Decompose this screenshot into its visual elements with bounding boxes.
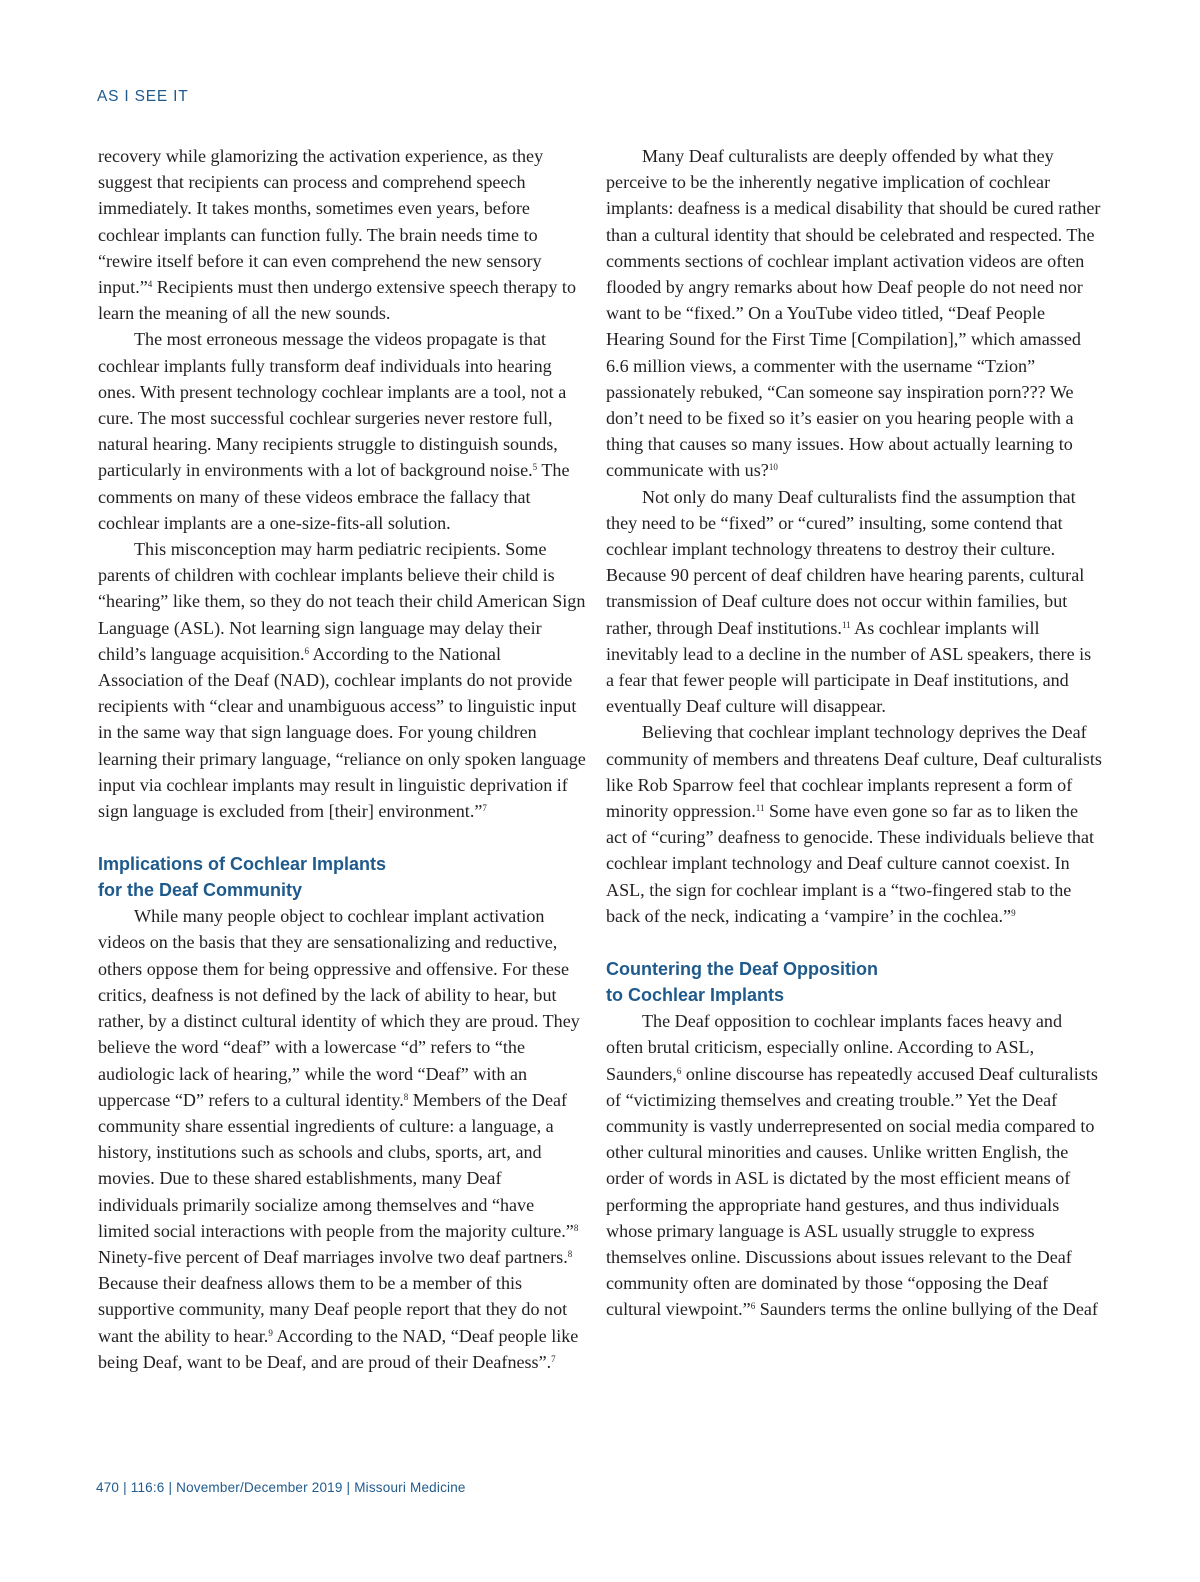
footnote-ref: 8 xyxy=(567,1248,573,1259)
paragraph: Believing that cochlear implant technology deprives the Deaf community of members and threatens Deaf culture, Deaf culturalists like Rob Sparrow feel that cochlear implants represent a form of minority oppression.$^{11}$ Some have even gone so far as to liken the act of “curing” deafness to genocide. These individuals believe that cochlear implant technology and Deaf culture cannot coexist. In ASL, the sign for cochlear implant is a “two-fingered stab to the back of the neck, indicating a ‘vampire’ in the cochlea.”$^9$ xyxy=(606,722,1102,926)
left-column xyxy=(98,143,586,1375)
paragraph: The Deaf opposition to cochlear implants faces heavy and often brutal criticism, especially online. According to ASL, Saunders,$^6$ online discourse has repeatedly accused Deaf culturalists of “victimizing themselves and creating trouble.” Yet the Deaf community is vastly underrepresented on social media compared to other cultural minorities and causes. Unlike written English, the order of words in ASL is dictated by the most efficient means of performing the appropriate hand gestures, and thus individuals whose primary language is ASL usually struggle to express themselves online. Discussions about issues relevant to the Deaf community often are dominated by those “opposing the Deaf cultural viewpoint.”$^6$ Saunders terms the online bullying of the Deaf xyxy=(606,1011,1098,1320)
paragraph: While many people object to cochlear implant activation videos on the basis that they are sensationalizing and reductive, others oppose them for being oppressive and offensive. For these critics, deafness is not defined by the lack of ability to hear, but rather, by a distinct cultural identity of which they are proud. They believe the word “deaf” with a lowercase “d” refers to “the audiologic lack of hearing,” while the word “Deaf” with an uppercase “D” refers to a cultural identity.$^8$ Members of the Deaf community share essential ingredients of culture: a language, a history, institutions such as schools and clubs, sports, art, and movies. Due to these shared establishments, many Deaf individuals primarily socialize among themselves and “have limited social interactions with people from the majority culture.”$^8$ Ninety-five percent of Deaf marriages involve two deaf partners.$^8$ Because their deafness allows them to be a member of this supportive community, many Deaf people report that they do not want the ability to hear.$^9$ According to the NAD, “Deaf people like being Deaf, want to be Deaf, and are proud of their Deafness”.$^7$ xyxy=(98,906,580,1372)
page-footer: 470 | 116:6 | November/December 2019 | Missouri Medicine xyxy=(96,1480,466,1495)
footnote-ref: 8 xyxy=(403,1091,409,1102)
footnote-ref: 5 xyxy=(532,462,538,473)
paragraph: The most erroneous message the videos propagate is that cochlear implants fully transform deaf individuals into hearing ones. With present technology cochlear implants are a tool, not a cure. The most successful cochlear surgeries never restore full, natural hearing. Many recipients struggle to distinguish sounds, particularly in environments with a lot of background noise.$^5$ The comments on many of these videos embrace the fallacy that cochlear implants are a one-size-fits-all solution. xyxy=(98,329,570,533)
paragraph: Many Deaf culturalists are deeply offended by what they perceive to be the inherently negative implication of cochlear implants: deafness is a medical disability that should be cured rather than a cultural identity that should be celebrated and respected. The comments sections of cochlear implant activation videos are often flooded by angry remarks about how Deaf people do not need nor want to be “fixed.” On a YouTube video titled, “Deaf People Hearing Sound for the First Time [Compilation],” which amassed 6.6 million views, a commenter with the username “Tzion” passionately rebuked, “Can someone say inspiration porn??? We don’t need to be fixed so it’s easier on you hearing people with a thing that causes so many issues. How about actually learning to communicate with us?$^{10}$ xyxy=(606,146,1101,481)
footnote-ref: 6 xyxy=(304,645,310,656)
paragraph: recovery while glamorizing the activation experience, as they suggest that recipients can process and comprehend speech immediately. It takes months, sometimes even years, before cochlear implants can function fully. The brain needs time to “rewire itself before it can even comprehend the new sensory input.”$^4$ Recipients must then undergo extensive speech therapy to learn the meaning of all the new sounds. xyxy=(98,146,577,324)
footnote-ref: 8 xyxy=(573,1222,579,1233)
footnote-ref: 9 xyxy=(1011,907,1016,918)
footnote-ref: 4 xyxy=(147,279,153,290)
footnote-ref: 6 xyxy=(750,1301,756,1312)
footnote-ref: 9 xyxy=(268,1327,273,1338)
footnote-ref: 6 xyxy=(676,1065,682,1076)
paragraph: Not only do many Deaf culturalists find the assumption that they need to be “fixed” or “cured” insulting, some contend that cochlear implant technology threatens to destroy their culture. Because 90 percent of deaf children have hearing parents, cultural transmission of Deaf culture does not occur within families, but rather, through Deaf institutions.$^{11}$ As cochlear implants will inevitably lead to a decline in the number of ASL speakers, there is a fear that fewer people will participate in Deaf institutions, and eventually Deaf culture will disappear. xyxy=(606,486,1092,717)
section-heading: Countering the Deaf Opposition to Cochlear Implants xyxy=(606,959,878,1006)
section-heading: Implications of Cochlear Implants for the Deaf Community xyxy=(98,854,387,901)
section-label: AS I SEE IT xyxy=(97,88,189,105)
footnote-ref: 11 xyxy=(755,803,765,814)
footnote-ref: 11 xyxy=(841,619,851,630)
footnote-ref: 7 xyxy=(551,1353,556,1364)
paragraph: This misconception may harm pediatric recipients. Some parents of children with cochlear implants believe their child is “hearing” like them, so they do not teach their child American Sign Language (ASL). Not learning sign language may delay their child’s language acquisition.$^6$ According to the National Association of the Deaf (NAD), cochlear implants do not provide recipients with “clear and unambiguous access” to linguistic input in the same way that sign language does. For young children learning their primary language, “reliance on only spoken language input via cochlear implants may result in linguistic deprivation if sign language is excluded from [their] environment.”$^7$ xyxy=(98,539,586,822)
right-column xyxy=(606,143,1102,1323)
footnote-ref: 7 xyxy=(482,803,487,814)
footnote-ref: 10 xyxy=(768,462,778,473)
